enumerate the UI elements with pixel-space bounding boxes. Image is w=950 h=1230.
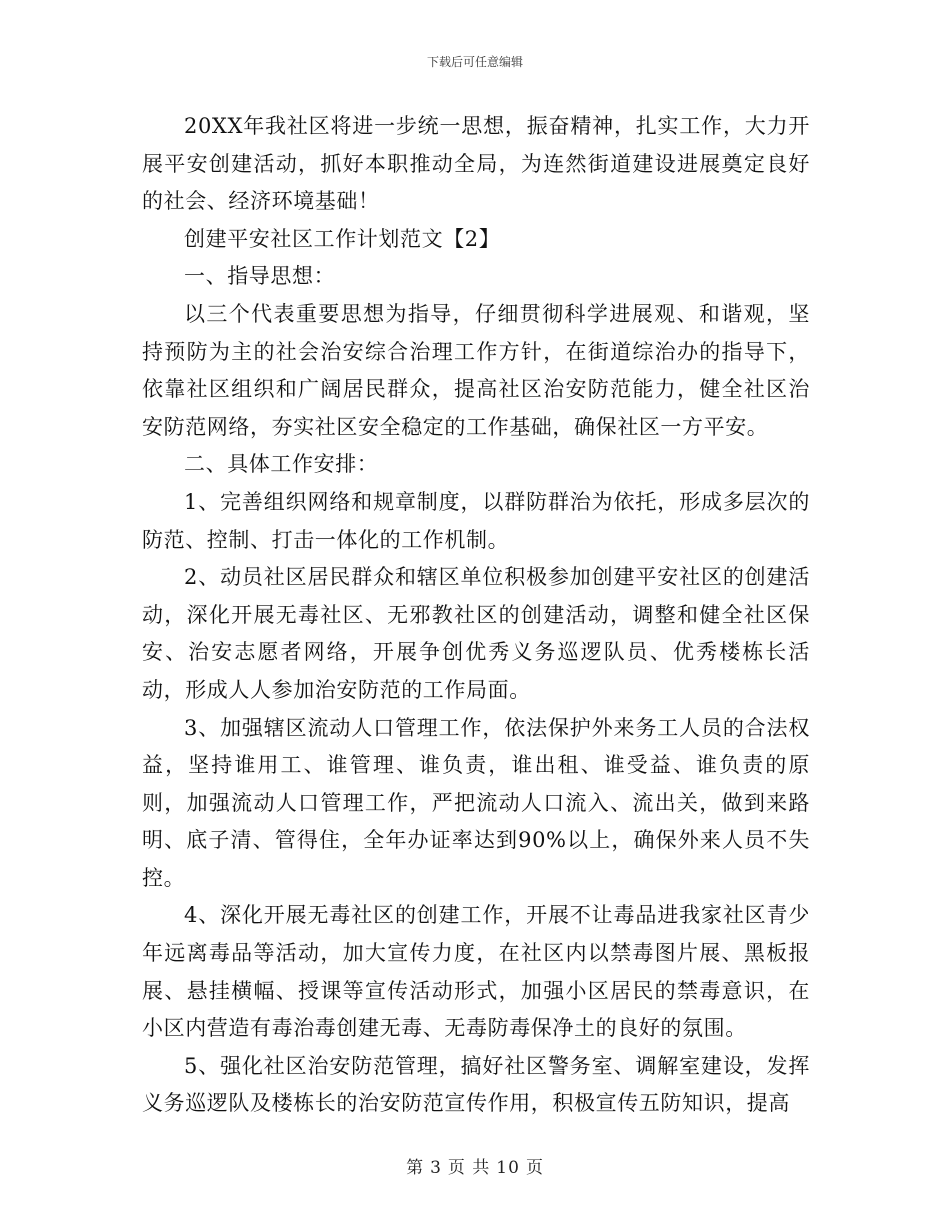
paragraph-item-5: 5、强化社区治安防范管理，搞好社区警务室、调解室建设，发挥义务巡逻队及楼栋长的治安防范宣传作用，积极宣传五防知识，提高 [142,1053,810,1116]
footer-middle: 页 共 [447,1158,491,1178]
heading-work-arrangement: 二、具体工作安排： [184,452,379,477]
footer-suffix: 页 [525,1158,544,1178]
paragraph-item-2: 2、动员社区居民群众和辖区单位积极参加创建平安社区的创建活动，深化开展无毒社区、无邪教社区的创建活动，调整和健全社区保安、治安志愿者网络，开展争创优秀义务巡逻队员、优秀楼栋长活动，形成人人参加治安防范的工作局面。 [142,565,810,702]
paragraph-item-4: 4、深化开展无毒社区的创建工作，开展不让毒品进我家社区青少年远离毒品等活动，加大宣传力度，在社区内以禁毒图片展、黑板报展、悬挂横幅、授课等宣传活动形式，加强小区居民的禁毒意识，在小区内营造有毒治毒创建无毒、无毒防毒保净土的良好的氛围。 [142,903,810,1041]
page-header: 下载后可任意编辑 [426,55,523,69]
section-title: 创建平安社区工作计划范文【2】 [184,226,501,251]
paragraph-item-3: 3、加强辖区流动人口管理工作，依法保护外来务工人员的合法权益，坚持谁用工、谁管理、谁负责，谁出租、谁受益、谁负责的原则，加强流动人口管理工作，严把流动人口流入、流出关，做到来路明、底子清、管得住，全年办证率达到90%以上，确保外来人员不失控。 [142,715,810,890]
page-footer [0,1153,950,1178]
document-body [142,108,810,1123]
footer-page-number: 3 [430,1158,442,1178]
paragraph-guiding-thought: 以三个代表重要思想为指导，仔细贯彻科学进展观、和谐观，坚持预防为主的社会治安综合治理工作方针，在街道综治办的指导下，依靠社区组织和广阔居民群众，提高社区治安防范能力，健全社区治安防范网络，夯实社区安全稳定的工作基础，确保社区一方平安。 [142,301,810,439]
paragraph-item-1: 1、完善组织网络和规章制度，以群防群治为依托，形成多层次的防范、控制、打击一体化的工作机制。 [142,489,810,552]
paragraph-closing: 20XX年我社区将进一步统一思想，振奋精神，扎实工作，大力开展平安创建活动，抓好本职推动全局，为连然街道建设进展奠定良好的社会、经济环境基础！ [142,114,810,214]
heading-guiding-thought: 一、指导思想： [184,264,336,289]
footer-prefix: 第 [406,1158,425,1178]
footer-total-pages: 10 [496,1158,520,1178]
